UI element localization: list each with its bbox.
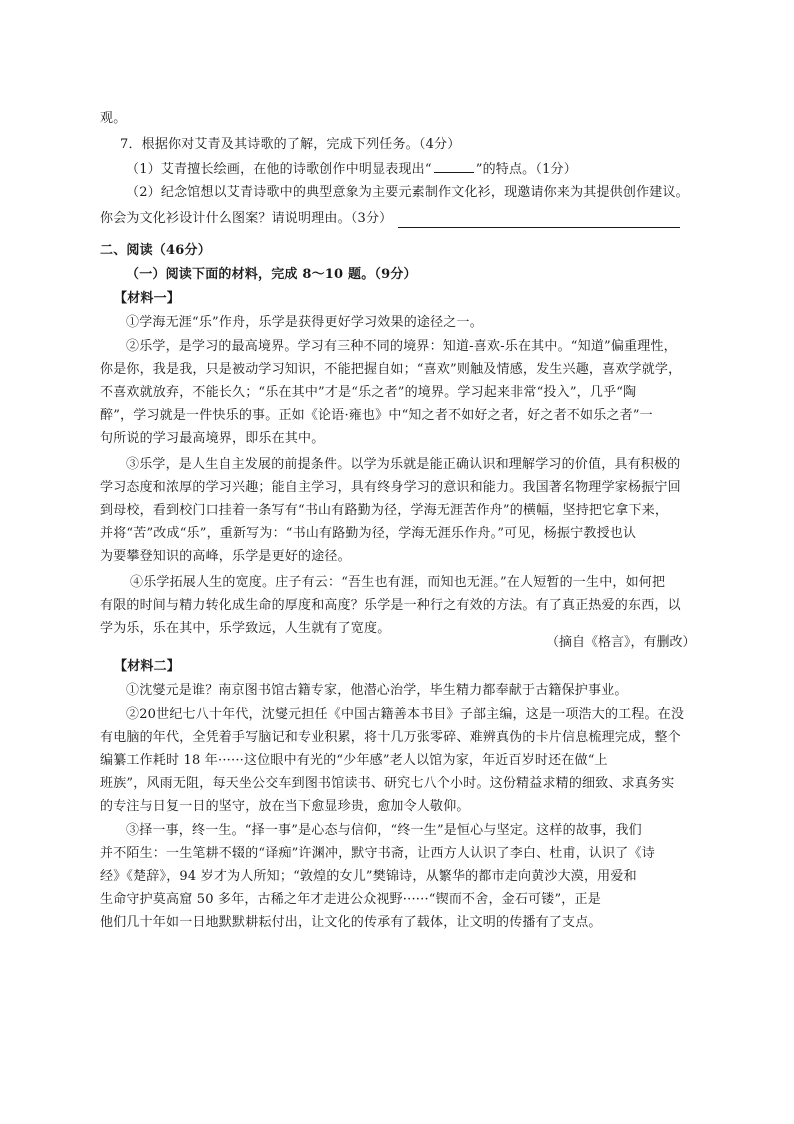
material-1-para-2-line: 句所说的学习最高境界，即乐在其中。 <box>100 431 325 446</box>
material-2-para-3-line: 他们几十年如一日地默默耕耘付出，让文化的传承有了载体，让文明的传播有了支点。 <box>100 915 602 930</box>
material-2-para-3-line: 并不陌生：一生笔耕不辍的“译痴”许渊冲，默守书斋，让西方人认识了李白、杜甫，认识了《诗 <box>100 846 655 861</box>
material-2-para-1: ①沈燮元是谁？南京图书馆古籍专家，他潜心治学，毕生精力都奉献于古籍保护事业。 <box>126 683 628 698</box>
question-7-sub2-line1: （2）纪念馆想以艾青诗歌中的典型意象为主要元素制作文化衫，现邀请你来为其提供创作建议。 <box>126 185 689 200</box>
material-1-para-2-line: 不喜欢就放弃，不能长久；“乐在其中”才是“乐之者”的境界。学习起来非常“投入”，几乎“陶 <box>100 385 637 400</box>
question-7-stem: 7．根据你对艾青及其诗歌的了解，完成下列任务。（4分） <box>120 137 461 152</box>
material-2-para-3-line: ③择一事，终一生。“择一事”是心态与信仰，“终一生”是恒心与坚定。这样的故事，我们 <box>126 823 642 838</box>
material-1-para-2-line: 你是你，我是我，只是被动学习知识，不能把握自如；“喜欢”则触及情感，发生兴趣，喜欢学就学， <box>100 362 682 377</box>
material-2-para-2-line: 有电脑的年代，全凭着手写脑记和专业积累，将十几万张零碎、难辨真伪的卡片信息梳理完成，整个 <box>100 730 681 745</box>
material-1-para-4-line: ④乐学拓展人生的宽度。庄子有云：“吾生也有涯，而知也无涯。”在人短暂的一生中，如何把 <box>130 575 666 590</box>
material-2-para-2-line: 的专注与日复一日的坚守，放在当下愈显珍贵，愈加令人敬仰。 <box>100 799 470 814</box>
question-7-sub1-pre: （1）艾青擅长绘画，在他的诗歌创作中明显表现出“ <box>126 162 432 177</box>
answer-line-sub2[interactable] <box>398 226 680 228</box>
material-1-para-3-line: 并将“苦”改成“乐”，重新写为：“书山有路勤为径，学海无涯乐作舟。”可见，杨振宁教授也认 <box>100 526 637 541</box>
material-2-para-2-line: ②20世纪七八十年代，沈燮元担任《中国古籍善本书目》子部主编，这是一项浩大的工程。在没 <box>126 707 685 722</box>
question-7-sub1-post: ”的特点。（1分） <box>475 162 577 177</box>
material-1-para-1: ①学海无涯“乐”作舟，乐学是获得更好学习效果的途径之一。 <box>126 315 483 330</box>
material-2-para-2-line: 班族”，风雨无阻，每天坐公交车到图书馆读书、研究七八个小时。这份精益求精的细致、求真务实 <box>100 776 675 791</box>
material-1-heading: 【材料一】 <box>114 291 181 306</box>
material-2-heading: 【材料二】 <box>114 659 181 674</box>
material-1-para-2-line: ②乐学，是学习的最高境界。学习有三种不同的境界：知道-喜欢-乐在其中。“知道”偏重理性， <box>126 339 677 354</box>
material-2-para-3-line: 经》《楚辞》，94 岁才为人所知；“敦煌的女儿”樊锦诗，从繁华的都市走向黄沙大漠，用爱和 <box>100 869 637 884</box>
material-2-para-2-line: 编纂工作耗时 18 年······这位眼中有光的“少年感”老人以馆为家，年近百岁时还在做“上 <box>100 753 608 768</box>
prev-question-tail: 观。 <box>100 111 127 126</box>
material-1-para-4-line: 学为乐，乐在其中，乐学致远，人生就有了宽度。 <box>100 621 391 636</box>
material-1-para-4-line: 有限的时间与精力转化成生命的厚度和高度？乐学是一种行之有效的方法。有了真正热爱的东西，以 <box>100 598 681 613</box>
material-1-source: （摘自《格言》，有删改） <box>546 635 696 650</box>
material-1-para-2-line: 醉”，学习就是一件快乐的事。正如《论语·雍也》中“知之者不如好之者，好之者不如乐之者”一 <box>100 408 653 423</box>
question-7-sub1 <box>126 160 577 179</box>
material-1-para-3-line: 为要攀登知识的高峰，乐学是更好的途径。 <box>100 549 351 564</box>
material-1-para-3-line: 学习态度和浓厚的学习兴趣；能自主学习，具有终身学习的意识和能力。我国著名物理学家杨振宁回 <box>100 480 681 495</box>
part-1-title: （一）阅读下面的材料，完成 8～10 题。（9分） <box>126 267 417 282</box>
answer-blank-sub1[interactable] <box>434 160 474 173</box>
material-1-para-3-line: 到母校，看到校门口挂着一条写有“书山有路勤为径，学海无涯苦作舟”的横幅，坚持把它拿下来， <box>100 503 669 518</box>
section-2-title: 二、阅读（46分） <box>100 243 211 258</box>
material-1-para-3-line: ③乐学，是人生自主发展的前提条件。以学为乐就是能正确认识和理解学习的价值，具有积极的 <box>126 457 681 472</box>
question-7-sub2-line2: 你会为文化衫设计什么图案？请说明理由。（3分） <box>100 211 393 226</box>
material-2-para-3-line: 生命守护莫高窟 50 多年，古稀之年才走进公众视野······“锲而不舍，金石可镂”，正是 <box>100 892 601 907</box>
